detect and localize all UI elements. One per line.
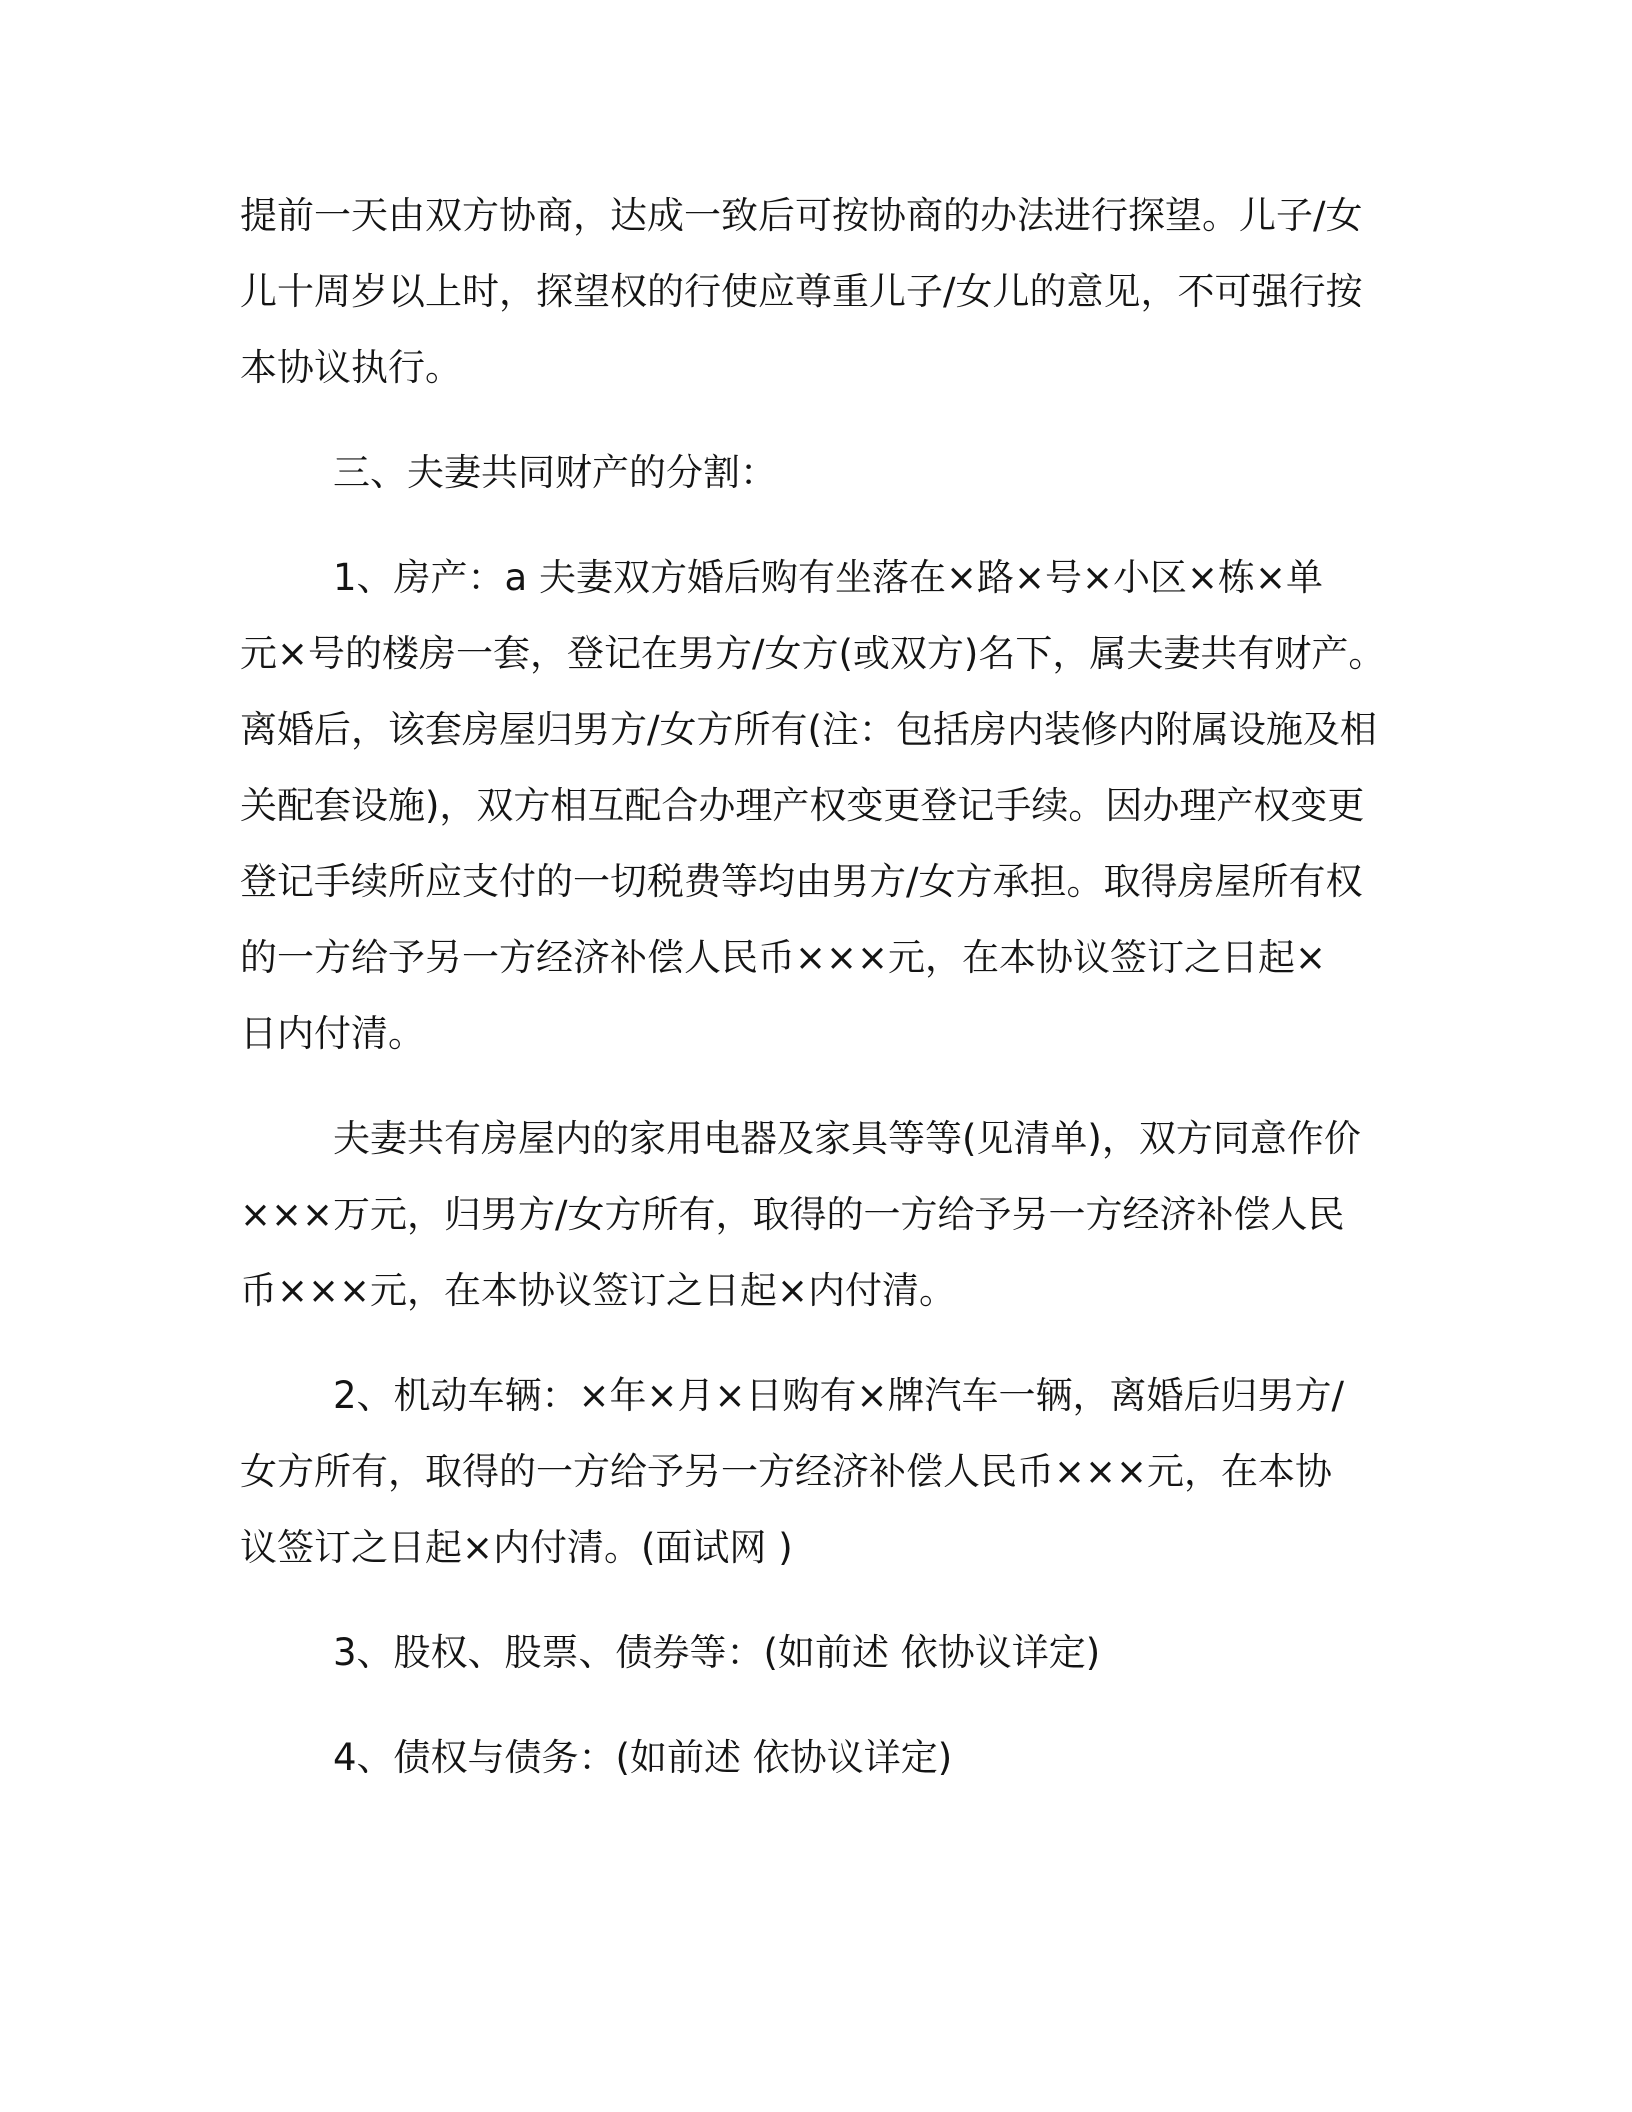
text-line: 1、房产：a 夫妻双方婚后购有坐落在×路×号×小区×栋×单 (333, 556, 1323, 599)
text-line: 元×号的楼房一套，登记在男方/女方(或双方)名下，属夫妻共有财产。 (240, 632, 1386, 675)
text-line: 儿十周岁以上时，探望权的行使应尊重儿子/女儿的意见，不可强行按 (240, 270, 1363, 313)
text-line: 女方所有，取得的一方给予另一方经济补偿人民币×××元，在本协 (240, 1450, 1333, 1493)
text-line: ×××万元，归男方/女方所有，取得的一方给予另一方经济补偿人民 (240, 1193, 1345, 1236)
text-line: 本协议执行。 (240, 346, 462, 389)
text-line: 4、债权与债务：(如前述 依协议详定) (333, 1736, 953, 1779)
text-line: 夫妻共有房屋内的家用电器及家具等等(见清单)，双方同意作价 (333, 1117, 1361, 1160)
text-line: 议签订之日起×内付清。(面试网 ) (240, 1526, 793, 1569)
text-line: 2、机动车辆：×年×月×日购有×牌汽车一辆，离婚后归男方/ (333, 1374, 1345, 1417)
text-line: 的一方给予另一方经济补偿人民币×××元，在本协议签订之日起× (240, 936, 1327, 979)
text-line: 登记手续所应支付的一切税费等均由男方/女方承担。取得房屋所有权 (240, 860, 1363, 903)
text-line: 离婚后，该套房屋归男方/女方所有(注：包括房内装修内附属设施及相 (240, 708, 1377, 751)
text-line: 3、股权、股票、债券等：(如前述 依协议详定) (333, 1631, 1101, 1674)
section-heading: 三、夫妻共同财产的分割： (333, 451, 777, 494)
text-line: 提前一天由双方协商，达成一致后可按协商的办法进行探望。儿子/女 (240, 194, 1363, 237)
text-line: 币×××元，在本协议签订之日起×内付清。 (240, 1269, 957, 1312)
text-line: 关配套设施)，双方相互配合办理产权变更登记手续。因办理产权变更 (240, 784, 1365, 827)
text-line: 日内付清。 (240, 1012, 425, 1055)
